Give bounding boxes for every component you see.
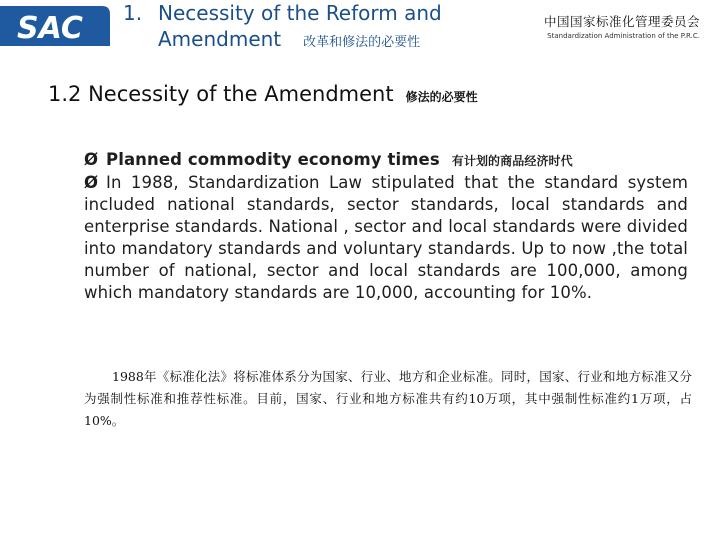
header-title-cn: 改革和修法的必要性 bbox=[303, 35, 421, 50]
bullet-arrow-icon: Ø bbox=[84, 173, 99, 192]
section-title-cn: 修法的必要性 bbox=[405, 90, 478, 104]
header-line-1 bbox=[123, 0, 442, 26]
bullet-list bbox=[84, 149, 688, 304]
bullet-1 bbox=[84, 149, 688, 172]
org-name-en: Standardization Administration of the P.R.C. bbox=[547, 32, 700, 40]
logo-text: SAC bbox=[17, 11, 83, 46]
header-title-line2: Amendment bbox=[158, 27, 282, 51]
header-title bbox=[123, 0, 442, 56]
sac-logo bbox=[0, 0, 110, 52]
body-paragraph-cn: 1988年《标准化法》将标准体系分为国家、行业、地方和企业标准。同时，国家、行业和地方标准又分为强制性标准和推荐性标准。目前，国家、行业和地方标准共有约10万项，其中强制性标准约1万项，占10%。 bbox=[84, 369, 692, 428]
org-name-cn: 中国国家标准化管理委员会 bbox=[543, 14, 700, 29]
header-line-2 bbox=[123, 26, 442, 56]
bullet-2 bbox=[84, 172, 688, 304]
header-number: 1. bbox=[123, 1, 143, 25]
section-title bbox=[48, 82, 478, 106]
bullet-1-en: Planned commodity economy times bbox=[106, 150, 440, 169]
bullet-2-text: In 1988, Standardization Law stipulated that the standard system included national standards, sector standards, local standards and enterprise standards. National , sector and local standards were divided into mandatory standards and voluntary standards. Up to now ,the total number of national, sector and local standards are 100,000, among which mandatory standards are 10,000, accounting for 10%. bbox=[84, 173, 688, 302]
header-title-line1: Necessity of the Reform and bbox=[158, 1, 442, 25]
bullet-arrow-icon: Ø bbox=[84, 150, 99, 169]
org-name bbox=[544, 12, 700, 40]
bullet-1-cn: 有计划的商品经济时代 bbox=[451, 154, 573, 168]
section-title-en: 1.2 Necessity of the Amendment bbox=[48, 82, 394, 106]
